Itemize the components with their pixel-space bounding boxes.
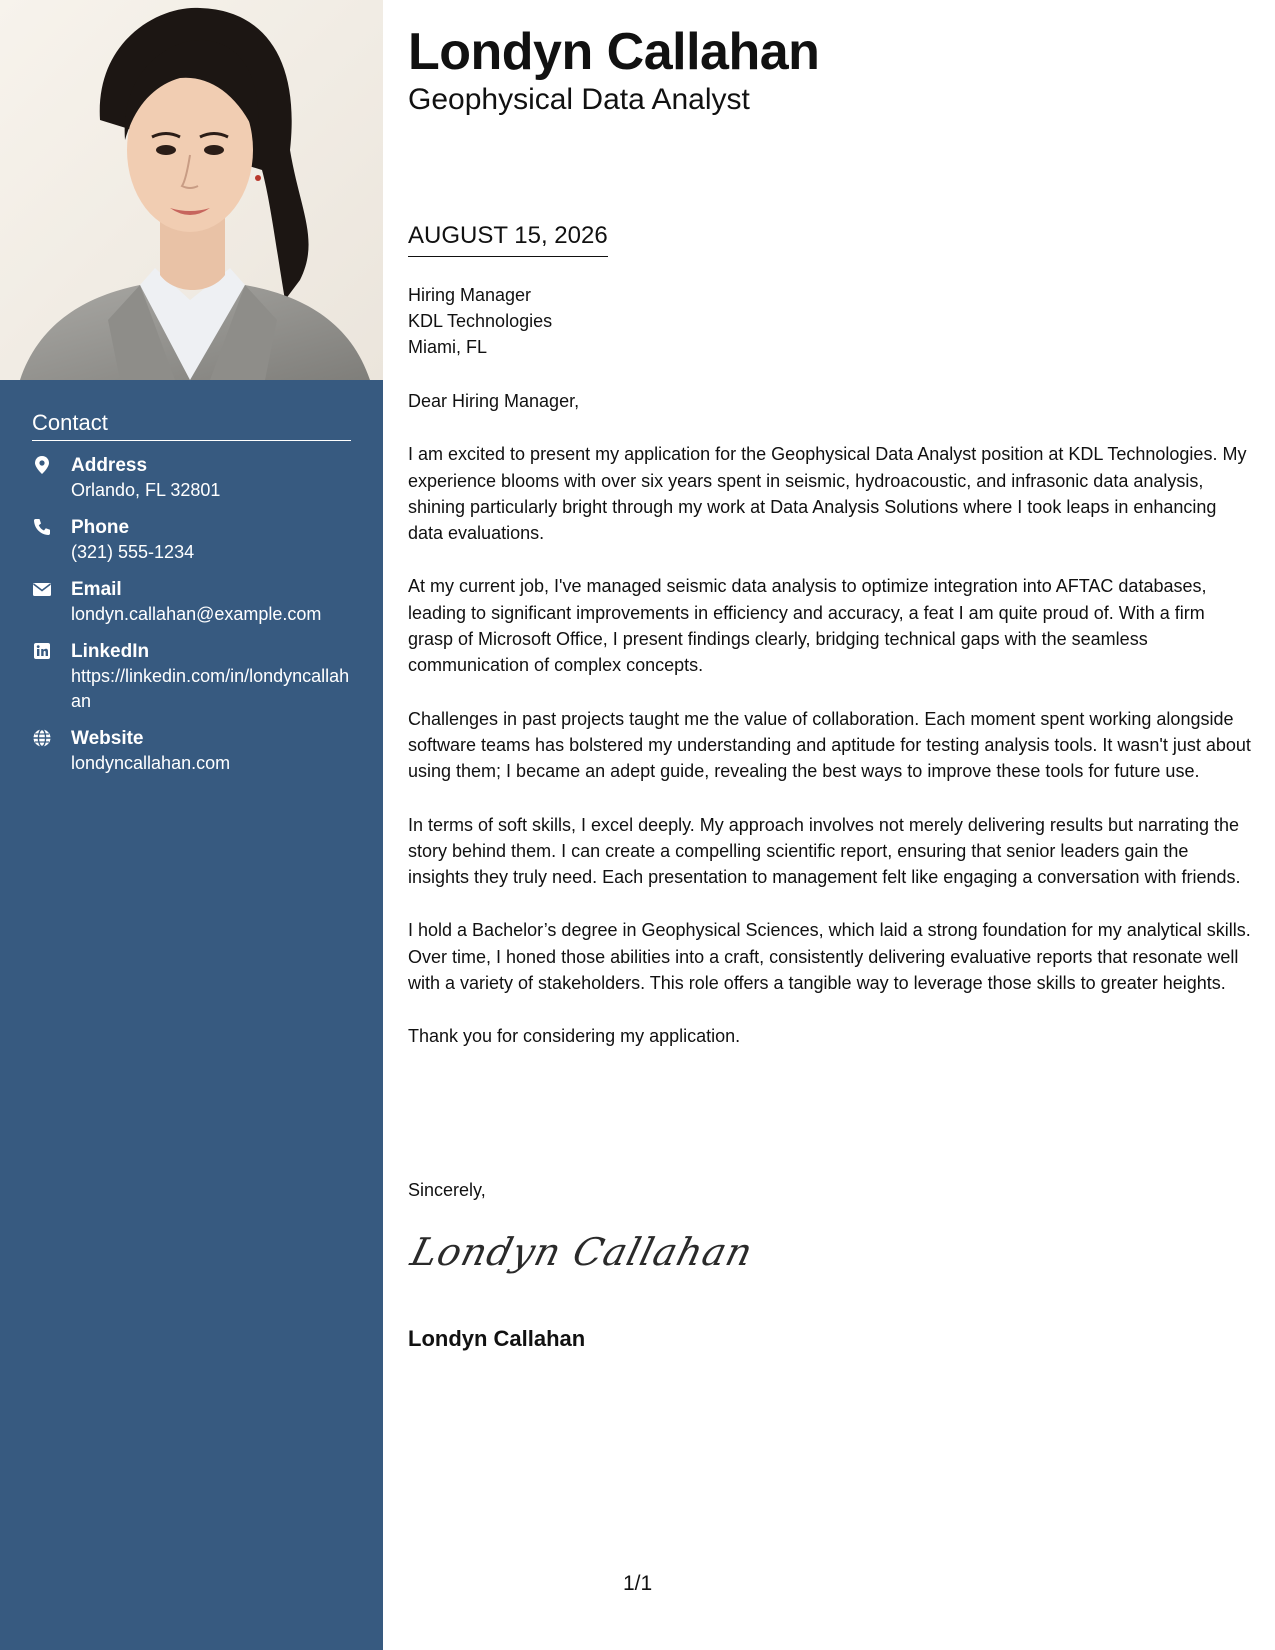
job-title: Geophysical Data Analyst bbox=[408, 83, 750, 116]
paragraph: I hold a Bachelor’s degree in Geophysical Sciences, which laid a strong foundation for my analytical skills. Over time, I honed those abilities into a craft, consistently delivering evaluative reports that resonate well with a variety of stakeholders. This role offers a tangible way to leverage those skills to greater heights. bbox=[408, 920, 1251, 994]
paragraph: Challenges in past projects taught me the value of collaboration. Each moment spent working alongside software teams has bolstered my understanding and aptitude for testing analysis tools. It wasn't just about using them; I became an adept guide, revealing the best ways to improve these tools for future use. bbox=[408, 708, 1251, 782]
page-number: 1/1 bbox=[623, 1572, 653, 1595]
linkedin-value[interactable]: https://linkedin.com/in/londyncallahan bbox=[71, 666, 350, 711]
closing: Sincerely, bbox=[408, 1180, 486, 1200]
contact-heading: Contact bbox=[32, 410, 351, 441]
letter-date: AUGUST 15, 2026 bbox=[408, 222, 608, 257]
address-value: Orlando, FL 32801 bbox=[71, 480, 221, 500]
website-value[interactable]: londyncallahan.com bbox=[71, 753, 231, 773]
address-label: Address bbox=[71, 455, 148, 476]
linkedin-icon bbox=[32, 641, 52, 661]
contact-item-website bbox=[32, 726, 351, 776]
paragraph: In terms of soft skills, I excel deeply. My approach involves not merely delivering results but narrating the story behind them. I can create a compelling scientific report, ensuring that senior leaders gain the insights they truly need. Each presentation to management felt like engaging a conversation with friends. bbox=[408, 814, 1241, 888]
salutation: Dear Hiring Manager, bbox=[408, 391, 580, 411]
signer-name: Londyn Callahan bbox=[408, 1326, 586, 1351]
contact-section bbox=[32, 410, 351, 788]
email-label: Email bbox=[71, 579, 122, 600]
recipient-title: Hiring Manager bbox=[408, 285, 532, 305]
envelope-icon bbox=[32, 579, 52, 599]
globe-icon bbox=[32, 728, 52, 748]
website-label: Website bbox=[71, 728, 144, 749]
recipient-block bbox=[408, 282, 552, 360]
contact-item-linkedin bbox=[32, 639, 351, 714]
contact-item-phone bbox=[32, 515, 351, 565]
paragraph: I am excited to present my application for the Geophysical Data Analyst position at KDL Technologies. My experience blooms with over six years spent in seismic, hydroacoustic, and infrasonic data analysis, shining particularly bright through my work at Data Analysis Solutions where I took leaps in enhancing data evaluations. bbox=[408, 444, 1247, 544]
recipient-location: Miami, FL bbox=[408, 337, 488, 357]
recipient-company: KDL Technologies bbox=[408, 311, 553, 331]
contact-item-email bbox=[32, 577, 351, 627]
contact-item-address bbox=[32, 453, 351, 503]
linkedin-label: LinkedIn bbox=[71, 641, 150, 662]
phone-value: (321) 555-1234 bbox=[71, 542, 195, 562]
profile-photo bbox=[0, 0, 383, 380]
email-value[interactable]: londyn.callahan@example.com bbox=[71, 604, 322, 624]
sidebar bbox=[0, 0, 383, 1650]
location-pin-icon bbox=[32, 455, 52, 475]
applicant-name: Londyn Callahan bbox=[408, 23, 820, 81]
handwritten-signature: Londyn Callahan bbox=[406, 1230, 758, 1274]
phone-label: Phone bbox=[71, 517, 130, 538]
paragraph: Thank you for considering my application. bbox=[408, 1026, 741, 1047]
letter-content bbox=[408, 388, 1253, 1077]
phone-icon bbox=[32, 517, 52, 537]
paragraph: At my current job, I've managed seismic data analysis to optimize integration into AFTAC databases, leading to significant improvements in efficiency and accuracy, a feat I am quite proud of. With a firm grasp of Microsoft Office, I present findings clearly, bridging technical gaps with the seamless communication of complex concepts. bbox=[408, 576, 1207, 676]
